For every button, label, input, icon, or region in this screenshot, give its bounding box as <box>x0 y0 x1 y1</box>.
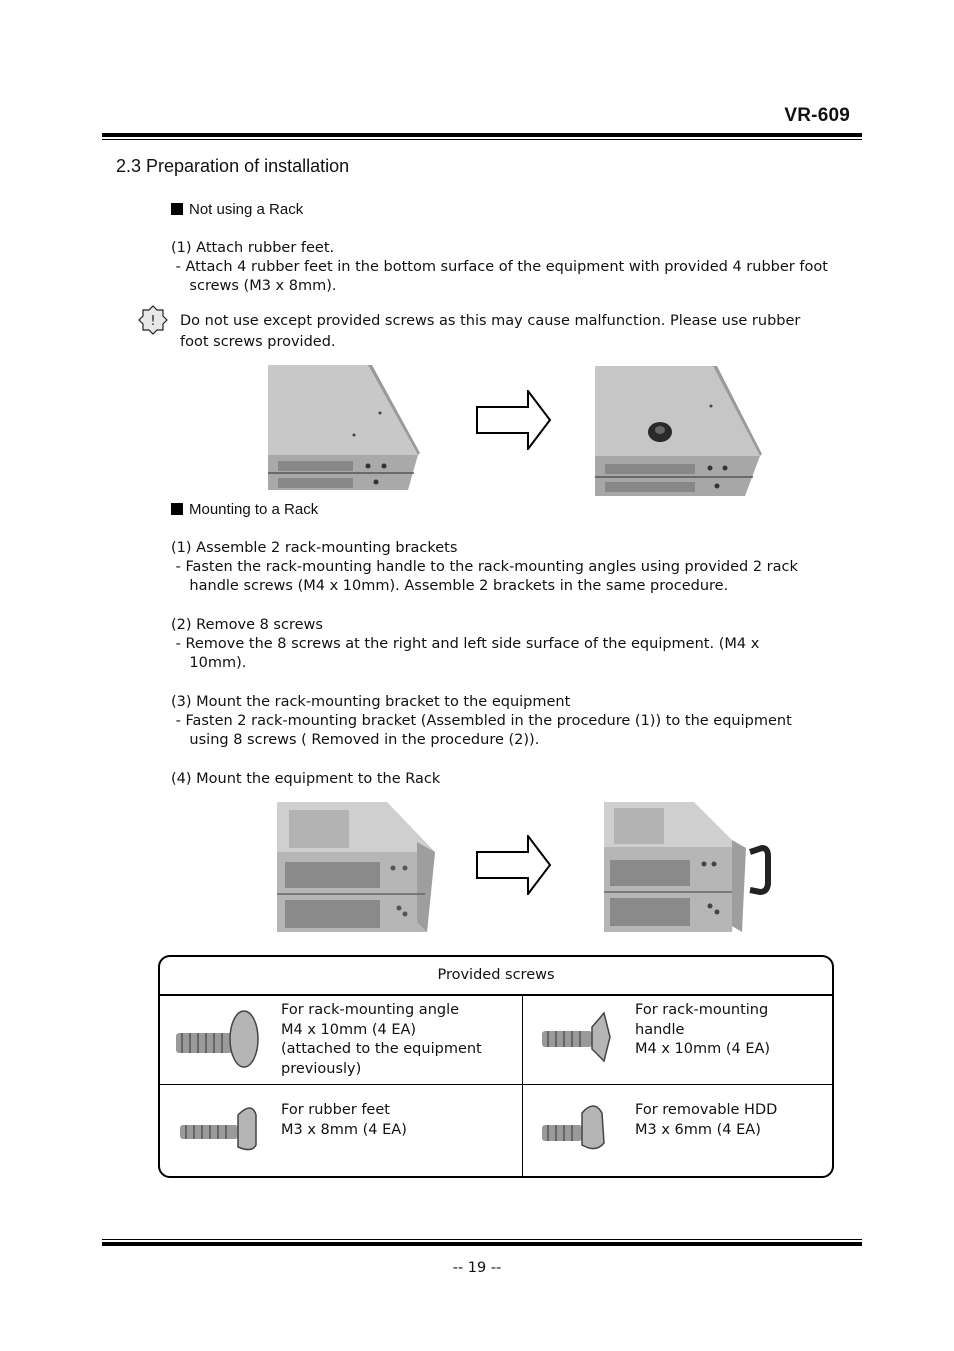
screw-desc-line: previously) <box>281 1060 362 1077</box>
rack-step1-title: (1) Assemble 2 rack-mounting brackets <box>171 540 458 556</box>
not-rack-step1-line2: screws (M3 x 8mm). <box>171 278 337 294</box>
rack-step3-line2: using 8 screws ( Removed in the procedure (2)). <box>171 732 540 748</box>
bullet-square-icon <box>171 203 183 215</box>
rack-step2-line2: 10mm). <box>171 655 247 671</box>
provided-screws-table <box>158 955 834 1178</box>
photo-equipment-before-feet <box>268 365 420 496</box>
screw-desc-line: handle <box>635 1021 685 1038</box>
rack-heading-text: Mounting to a Rack <box>189 501 319 518</box>
footer-rule-thick <box>102 1242 862 1246</box>
screw-desc-line: For removable HDD <box>635 1102 778 1118</box>
svg-text:!: ! <box>150 314 156 329</box>
screw-image-rack-handle <box>538 1009 618 1069</box>
photo-equipment-with-rubber-foot <box>595 366 762 501</box>
not-rack-heading <box>171 201 303 218</box>
screw-desc-removable-hdd <box>635 1101 777 1140</box>
screw-image-removable-hdd <box>538 1099 618 1159</box>
screw-desc-line: M4 x 10mm (4 EA) <box>635 1041 771 1057</box>
footer-rule-thin <box>102 1239 862 1240</box>
photo-equipment-side <box>277 802 437 936</box>
rack-step2-line1: - Remove the 8 screws at the right and left side surface of the equipment. (M4 x <box>171 636 760 652</box>
screw-desc-line: For rack-mounting <box>635 1002 769 1018</box>
screw-desc-line: (attached to the equipment <box>281 1041 482 1057</box>
warning-text <box>180 311 840 353</box>
table-divider <box>522 995 523 1176</box>
rack-step4-title: (4) Mount the equipment to the Rack <box>171 771 441 787</box>
screw-desc-rack-handle <box>635 1001 770 1060</box>
warning-icon <box>138 305 168 339</box>
photo-equipment-with-rack-bracket <box>604 802 774 936</box>
rack-heading <box>171 501 318 518</box>
not-rack-step1-title: (1) Attach rubber feet. <box>171 240 335 256</box>
arrow-right-icon <box>476 835 552 899</box>
not-rack-heading-text: Not using a Rack <box>189 201 304 218</box>
bullet-square-icon <box>171 503 183 515</box>
header-rule-thick <box>102 133 862 137</box>
screw-desc-line: For rubber feet <box>281 1102 390 1118</box>
rack-step3-title: (3) Mount the rack-mounting bracket to the equipment <box>171 694 571 710</box>
page-number: -- 19 -- <box>452 1260 502 1276</box>
screw-desc-line: M4 x 10mm (4 EA) <box>281 1021 417 1038</box>
document-model-label: VR-609 <box>784 105 850 126</box>
arrow-right-icon <box>476 390 552 454</box>
screw-image-rack-angle <box>172 1009 262 1073</box>
section-title: 2.3 Preparation of installation <box>116 156 350 176</box>
screw-desc-rack-angle <box>281 1001 482 1079</box>
table-divider <box>160 994 832 996</box>
screw-image-rubber-feet <box>176 1097 266 1157</box>
screw-desc-line: For rack-mounting angle <box>281 1002 460 1018</box>
not-rack-step1-line1: - Attach 4 rubber feet in the bottom surface of the equipment with provided 4 rubber foot <box>171 259 828 275</box>
rack-step3-line1: - Fasten 2 rack-mounting bracket (Assembled in the procedure (1)) to the equipment <box>171 713 792 729</box>
screws-table-title: Provided screws <box>437 967 555 983</box>
table-divider <box>160 1084 832 1085</box>
screw-desc-rubber-feet <box>281 1101 407 1140</box>
warning-line2: foot screws provided. <box>180 334 336 350</box>
header-rule-thin <box>102 139 862 140</box>
screw-desc-line: M3 x 6mm (4 EA) <box>635 1121 761 1138</box>
rack-step1-line2: handle screws (M4 x 10mm). Assemble 2 brackets in the same procedure. <box>171 578 729 594</box>
rack-step1-line1: - Fasten the rack-mounting handle to the rack-mounting angles using provided 2 rack <box>171 559 798 575</box>
warning-line1: Do not use except provided screws as this may cause malfunction. Please use rubber <box>180 313 801 329</box>
screw-desc-line: M3 x 8mm (4 EA) <box>281 1121 407 1138</box>
rack-step2-title: (2) Remove 8 screws <box>171 617 323 633</box>
